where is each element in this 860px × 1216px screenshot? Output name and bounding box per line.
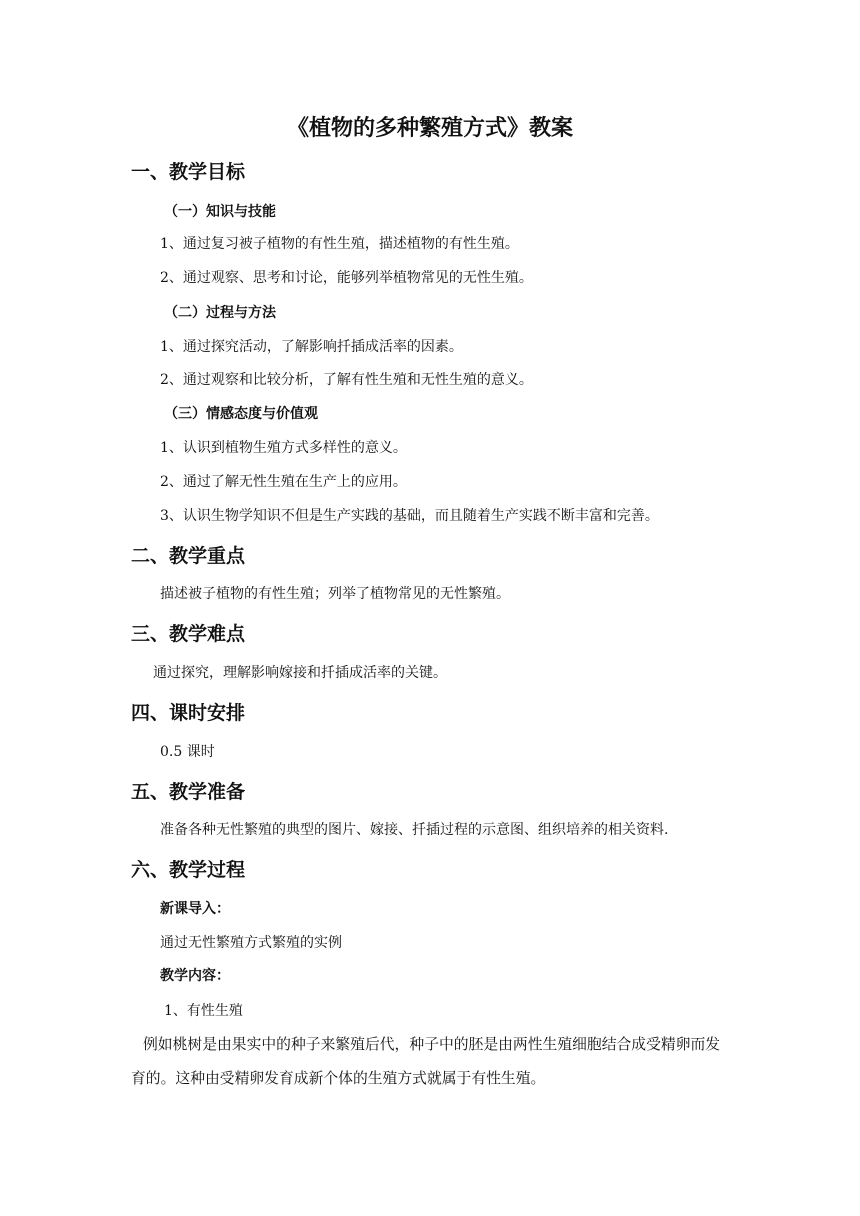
subheading-attitudes-values: （三）情感态度与价值观 <box>164 406 318 422</box>
subheading-knowledge-skills: （一）知识与技能 <box>164 204 276 220</box>
heading-teaching-process: 六、教学过程 <box>131 859 246 881</box>
paragraph-line: 例如桃树是由果实中的种子来繁殖后代，种子中的胚是由两性生殖细胞结合成受精卵而发 <box>143 1036 721 1053</box>
preparation-text: 准备各种无性繁殖的典型的图片、嫁接、扦插过程的示意图、组织培养的相关资料. <box>160 822 669 838</box>
objective-item: 1、通过复习被子植物的有性生殖，描述植物的有性生殖。 <box>160 236 519 252</box>
objective-item: 2、通过了解无性生殖在生产上的应用。 <box>160 474 407 490</box>
heading-difficulties: 三、教学难点 <box>131 623 246 645</box>
intro-label: 新课导入： <box>160 901 230 917</box>
objective-item: 2、通过观察和比较分析，了解有性生殖和无性生殖的意义。 <box>160 372 533 388</box>
subheading-process-methods: （二）过程与方法 <box>164 305 276 321</box>
paragraph-line: 育的。这种由受精卵发育成新个体的生殖方式就属于有性生殖。 <box>131 1070 546 1087</box>
content-item-sexual-reproduction: 1、有性生殖 <box>164 1003 243 1019</box>
intro-text: 通过无性繁殖方式繁殖的实例 <box>160 935 342 951</box>
heading-teaching-objectives: 一、教学目标 <box>131 161 246 183</box>
objective-item: 3、认识生物学知识不但是生产实践的基础，而且随着生产实践不断丰富和完善。 <box>160 508 659 524</box>
objective-item: 1、通过探究活动，了解影响扦插成活率的因素。 <box>160 339 463 355</box>
schedule-text: 0.5 课时 <box>160 744 215 760</box>
key-points-text: 描述被子植物的有性生殖；列举了植物常见的无性繁殖。 <box>160 586 510 602</box>
document-title: 《植物的多种繁殖方式》教案 <box>286 115 573 141</box>
heading-preparation: 五、教学准备 <box>131 781 246 803</box>
objective-item: 1、认识到植物生殖方式多样性的意义。 <box>160 440 407 456</box>
heading-schedule: 四、课时安排 <box>131 702 246 724</box>
difficulties-text: 通过探究，理解影响嫁接和扦插成活率的关键。 <box>153 665 447 681</box>
objective-item: 2、通过观察、思考和讨论，能够列举植物常见的无性生殖。 <box>160 270 533 286</box>
content-label: 教学内容： <box>160 968 230 984</box>
heading-key-points: 二、教学重点 <box>131 545 246 567</box>
